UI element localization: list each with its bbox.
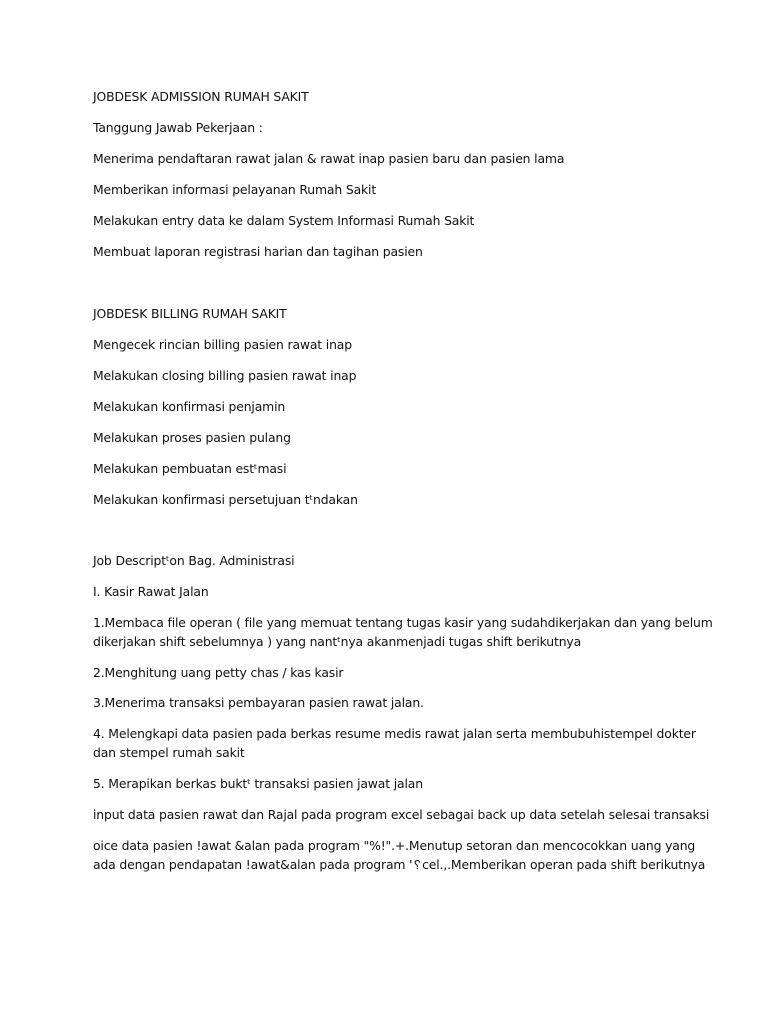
administrasi-item-line: input data pasien rawat dan Rajal pada program excel sebagai back up data setelah selesai transaksi xyxy=(93,807,710,822)
admission-heading: JOBDESK ADMISSION RUMAH SAKIT xyxy=(93,89,309,104)
administrasi-heading: Job Descriptᵗon Bag. Administrasi xyxy=(93,553,295,568)
administrasi-item-line: 3.Menerima transaksi pembayaran pasien rawat jalan. xyxy=(93,695,424,710)
administrasi-item-line: ada dengan pendapatan !awat&alan pada program '␦cel.,.Memberikan operan pada shift berikutnya xyxy=(93,857,706,872)
billing-item: Melakukan closing billing pasien rawat inap xyxy=(93,368,357,383)
billing-item: Melakukan pembuatan estᵗmasi xyxy=(93,461,287,476)
billing-item: Melakukan konfirmasi persetujuan tᵗndakan xyxy=(93,492,358,507)
billing-item: Melakukan konfirmasi penjamin xyxy=(93,399,286,414)
administrasi-item-line: dan stempel rumah sakit xyxy=(93,745,245,760)
administrasi-item-line: 1.Membaca file operan ( file yang memuat tentang tugas kasir yang sudahdikerjakan dan yang belum xyxy=(93,615,713,630)
admission-item: Menerima pendaftaran rawat jalan & rawat inap pasien baru dan pasien lama xyxy=(93,151,565,166)
billing-item: Mengecek rincian billing pasien rawat inap xyxy=(93,337,352,352)
administrasi-item-line: dikerjakan shift sebelumnya ) yang nantᵗnya akanmenjadi tugas shift berikutnya xyxy=(93,634,582,649)
billing-heading: JOBDESK BILLING RUMAH SAKIT xyxy=(93,306,287,321)
admission-item: Membuat laporan registrasi harian dan tagihan pasien xyxy=(93,244,423,259)
admission-subheading: Tanggung Jawab Pekerjaan : xyxy=(93,120,263,135)
administrasi-item-line: 5. Merapikan berkas buktᵗ transaksi pasien jawat jalan xyxy=(93,776,423,791)
administrasi-section-title: I. Kasir Rawat Jalan xyxy=(93,584,209,599)
administrasi-item-line: 2.Menghitung uang petty chas / kas kasir xyxy=(93,665,344,680)
administrasi-item-line: 4. Melengkapi data pasien pada berkas resume medis rawat jalan serta membubuhistempel dokter xyxy=(93,726,696,741)
admission-item: Melakukan entry data ke dalam System Informasi Rumah Sakit xyxy=(93,213,475,228)
billing-item: Melakukan proses pasien pulang xyxy=(93,430,291,445)
administrasi-item-line: oice data pasien !awat &alan pada program "%!".+.Menutup setoran dan mencocokkan uang yang xyxy=(93,838,696,853)
admission-item: Memberikan informasi pelayanan Rumah Sakit xyxy=(93,182,377,197)
